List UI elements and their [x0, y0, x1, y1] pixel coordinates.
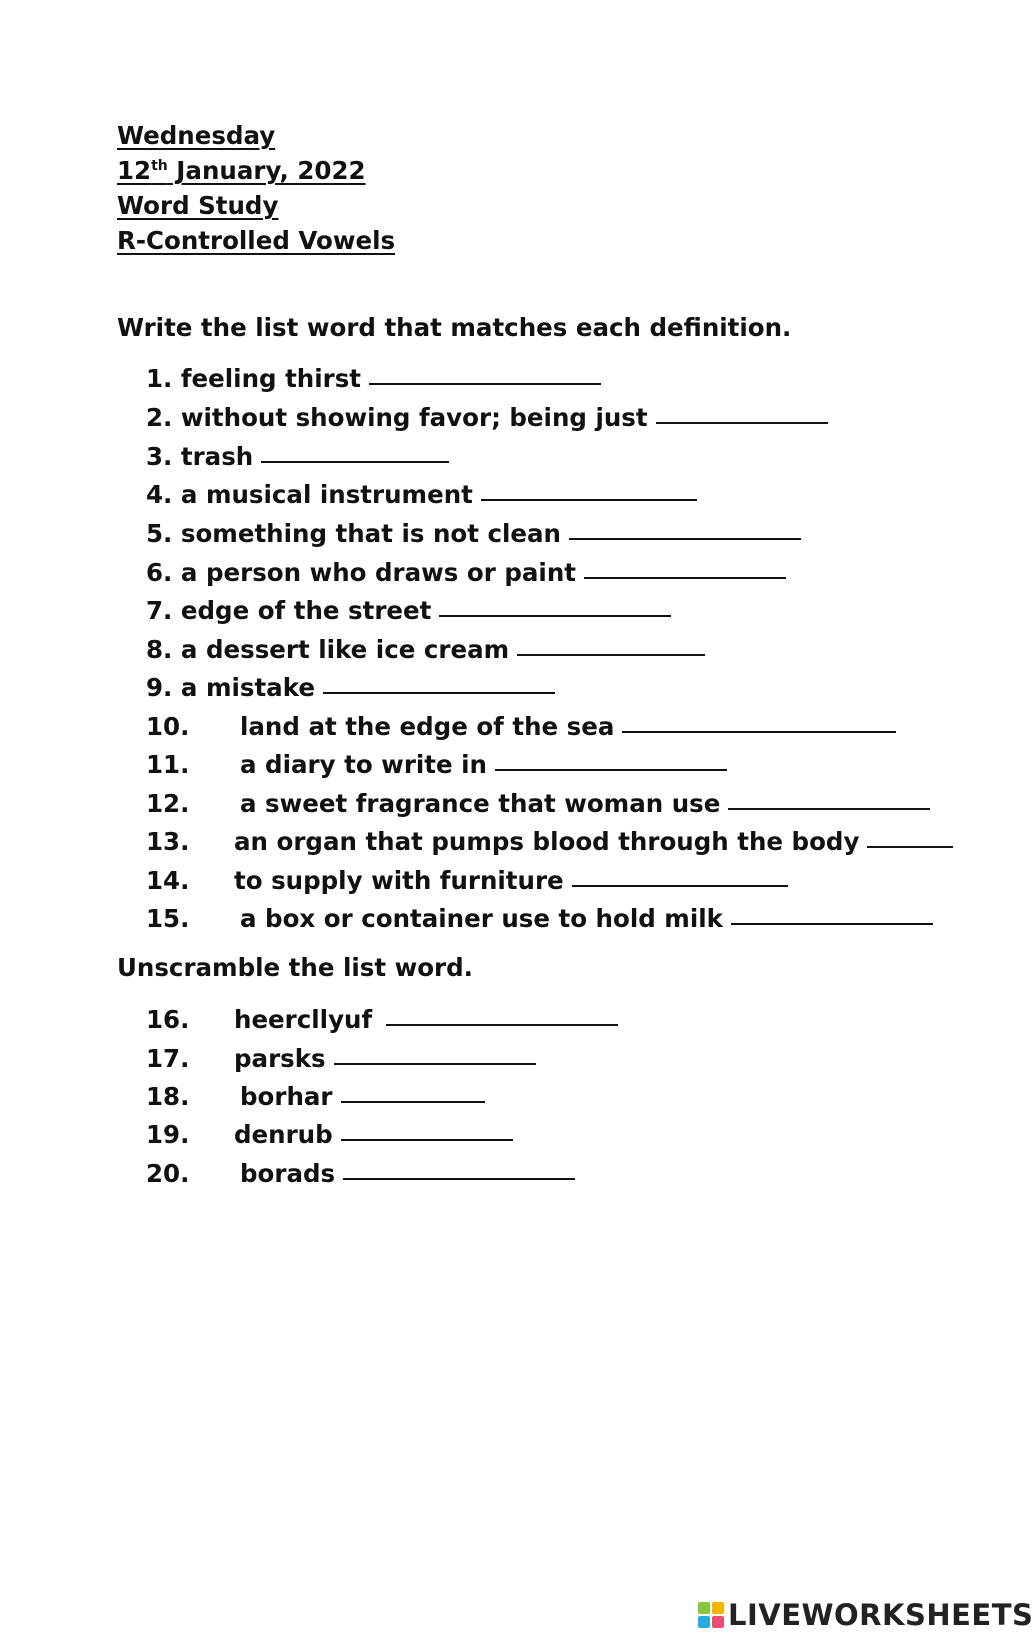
answer-blank-5[interactable]	[569, 538, 801, 540]
question-1: 1. feeling thirst	[146, 364, 601, 394]
date-rest: January, 2022	[167, 156, 366, 185]
answer-blank-2[interactable]	[656, 422, 828, 424]
answer-blank-14[interactable]	[572, 885, 788, 887]
question-13: 13. an organ that pumps blood through the body	[146, 827, 953, 857]
answer-blank-18[interactable]	[341, 1101, 485, 1103]
logo-grid-icon	[698, 1602, 724, 1628]
liveworksheets-logo	[698, 1597, 1033, 1633]
answer-blank-13[interactable]	[867, 846, 953, 848]
question-14: 14. to supply with furniture	[146, 866, 788, 896]
question-17: 17. parsks	[146, 1044, 536, 1074]
question-10: 10. land at the edge of the sea	[146, 712, 896, 742]
question-6: 6. a person who draws or paint	[146, 558, 786, 588]
question-3: 3. trash	[146, 442, 449, 472]
question-12: 12. a sweet fragrance that woman use	[146, 789, 930, 819]
answer-blank-11[interactable]	[495, 769, 727, 771]
answer-blank-3[interactable]	[261, 461, 449, 463]
date-day: 12	[117, 156, 152, 185]
day: Wednesday	[117, 121, 276, 150]
section1-instruction: Write the list word that matches each definition.	[117, 313, 792, 342]
worksheet-header	[117, 118, 395, 258]
answer-blank-12[interactable]	[728, 808, 930, 810]
answer-blank-20[interactable]	[343, 1178, 575, 1180]
topic: R-Controlled Vowels	[117, 226, 396, 255]
question-20: 20. borads	[146, 1159, 575, 1189]
answer-blank-1[interactable]	[369, 383, 601, 385]
section2-instruction: Unscramble the list word.	[117, 953, 473, 982]
answer-blank-10[interactable]	[622, 731, 896, 733]
question-16: 16. heercllyuf	[146, 1005, 618, 1035]
question-11: 11. a diary to write in	[146, 750, 727, 780]
question-15: 15. a box or container use to hold milk	[146, 904, 933, 934]
answer-blank-19[interactable]	[341, 1139, 513, 1141]
subject-line	[117, 188, 395, 223]
answer-blank-8[interactable]	[517, 654, 705, 656]
subject: Word Study	[117, 191, 279, 220]
answer-blank-7[interactable]	[439, 615, 671, 617]
answer-blank-9[interactable]	[323, 692, 555, 694]
question-9: 9. a mistake	[146, 673, 555, 703]
answer-blank-6[interactable]	[584, 577, 786, 579]
question-2: 2. without showing favor; being just	[146, 403, 828, 433]
answer-blank-17[interactable]	[334, 1063, 536, 1065]
date-line	[117, 153, 395, 188]
question-5: 5. something that is not clean	[146, 519, 801, 549]
answer-blank-16[interactable]	[386, 1024, 618, 1026]
topic-line	[117, 223, 395, 258]
answer-blank-15[interactable]	[731, 923, 933, 925]
question-4: 4. a musical instrument	[146, 480, 697, 510]
answer-blank-4[interactable]	[481, 499, 697, 501]
question-8: 8. a dessert like ice cream	[146, 635, 705, 665]
logo-text: LIVEWORKSHEETS	[728, 1598, 1033, 1632]
question-18: 18. borhar	[146, 1082, 485, 1112]
question-7: 7. edge of the street	[146, 596, 671, 626]
date-suffix: th	[151, 157, 168, 174]
question-19: 19. denrub	[146, 1120, 513, 1150]
day-line	[117, 118, 395, 153]
